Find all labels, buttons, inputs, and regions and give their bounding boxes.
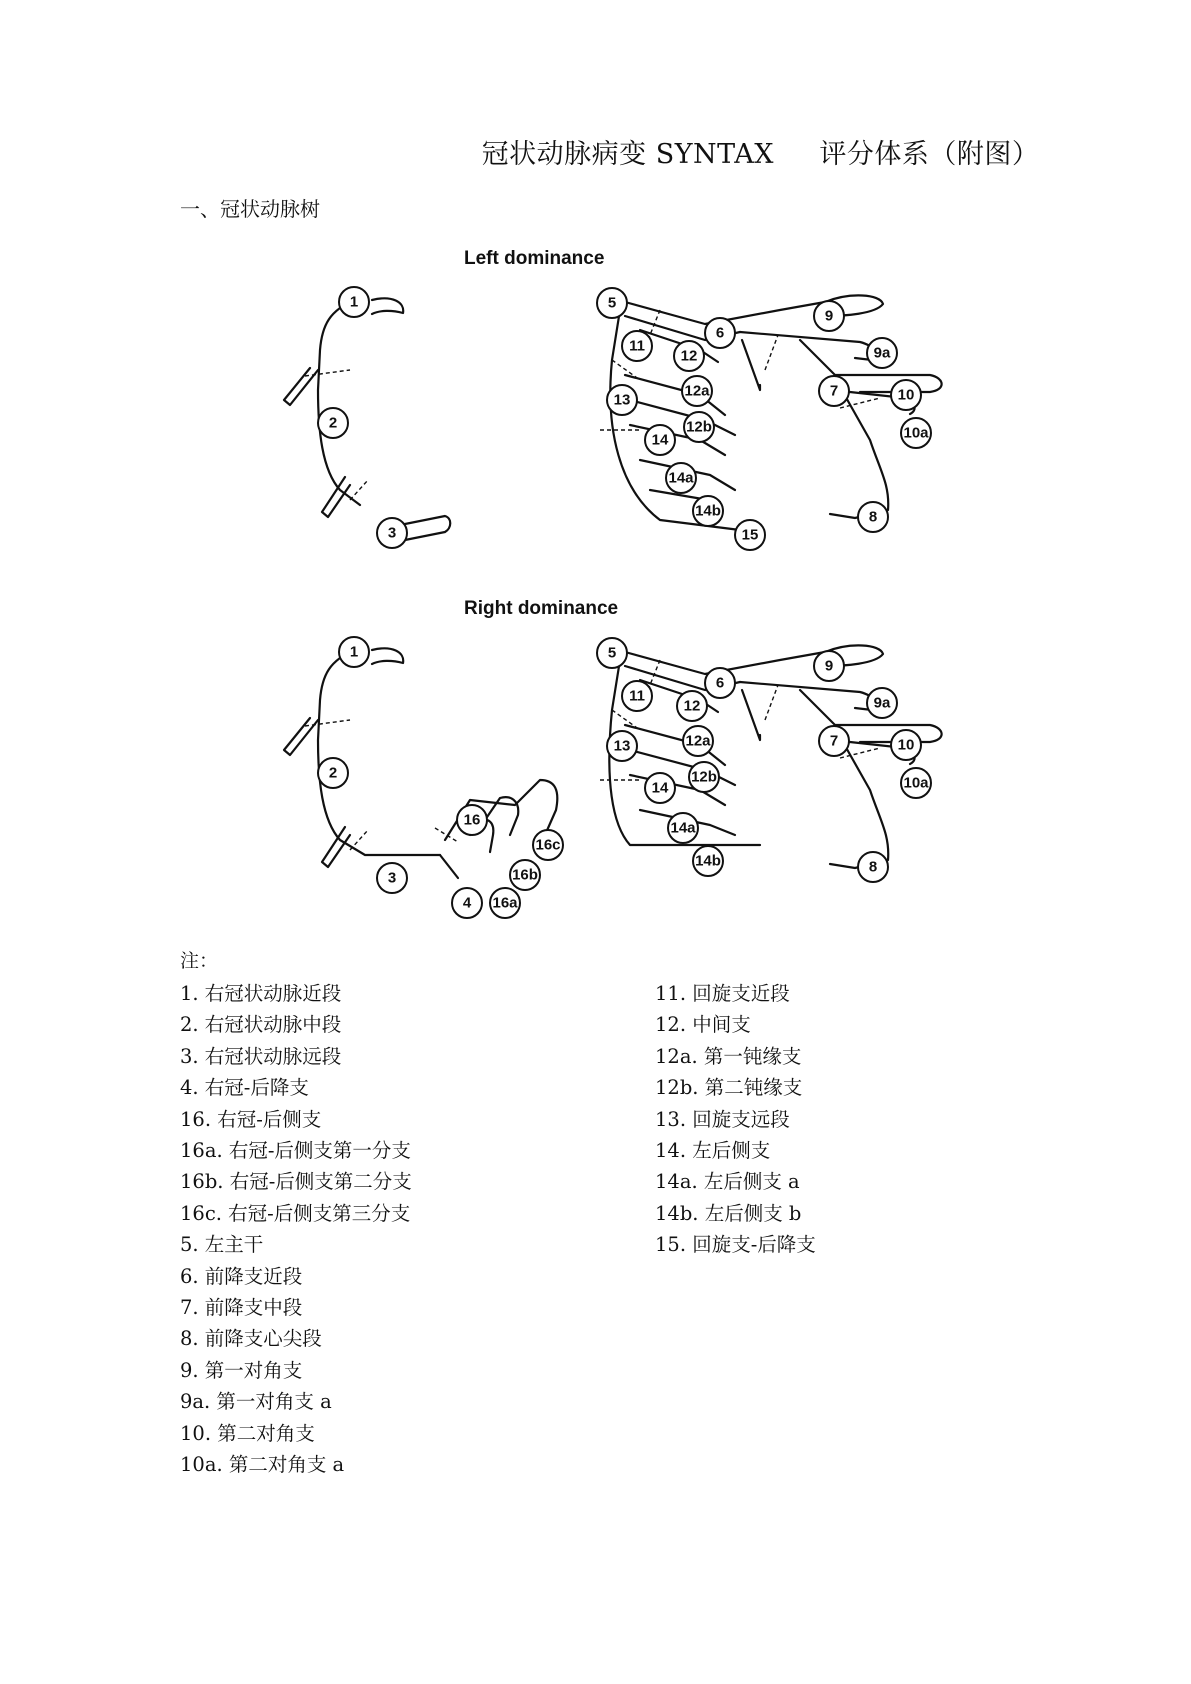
segment-16b-marker xyxy=(510,860,540,890)
note-item: 10. 第二对角支 xyxy=(180,1421,315,1445)
note-item: 9. 第一对角支 xyxy=(180,1358,303,1382)
segment-14b-marker xyxy=(693,846,723,876)
svg-text:10: 10 xyxy=(897,736,915,754)
svg-text:14b: 14b xyxy=(695,852,721,870)
right-dominance-diagram xyxy=(0,630,1191,960)
svg-text:5: 5 xyxy=(607,644,617,662)
note-item: 3. 右冠状动脉远段 xyxy=(180,1044,342,1068)
note-item: 1. 右冠状动脉近段 xyxy=(180,982,342,1005)
segment-5-marker xyxy=(597,638,627,668)
svg-text:14a: 14a xyxy=(670,819,696,837)
segment-4-marker xyxy=(452,888,482,918)
segment-14b-marker xyxy=(693,496,723,526)
note-item: 9a. 第一对角支 a xyxy=(180,1390,332,1414)
note-item: 8. 前降支心尖段 xyxy=(180,1327,322,1351)
note-item: 16. 右冠-后侧支 xyxy=(180,1107,322,1131)
segment-11-marker xyxy=(622,331,652,361)
segment-14-marker xyxy=(645,773,675,803)
svg-text:6: 6 xyxy=(715,674,725,692)
svg-text:14: 14 xyxy=(651,431,669,449)
svg-text:11: 11 xyxy=(629,337,645,355)
segment-1-marker xyxy=(339,287,369,317)
segment-12-marker xyxy=(677,691,707,721)
segment-14a-marker xyxy=(668,813,698,843)
right-dominance-label: Right dominance xyxy=(464,598,619,619)
left-dominance-diagram xyxy=(0,280,1191,610)
segment-9-marker xyxy=(814,301,844,331)
segment-14-marker xyxy=(645,425,675,455)
svg-text:16a: 16a xyxy=(492,894,518,912)
svg-text:12: 12 xyxy=(680,347,698,365)
svg-text:9: 9 xyxy=(824,657,834,675)
svg-text:16: 16 xyxy=(463,811,481,829)
segment-7-marker xyxy=(819,376,849,406)
segment-11-marker xyxy=(622,681,652,711)
note-item: 16b. 右冠-后侧支第二分支 xyxy=(180,1170,412,1194)
segment-13-marker xyxy=(607,385,637,415)
segment-6-marker xyxy=(705,668,735,698)
segment-7-marker xyxy=(819,726,849,756)
notes-heading: 注： xyxy=(180,950,219,972)
segment-16c-marker xyxy=(533,830,563,860)
note-item: 16c. 右冠-后侧支第三分支 xyxy=(180,1201,411,1225)
svg-text:9a: 9a xyxy=(873,344,891,362)
segment-12b-marker xyxy=(689,762,719,792)
note-item: 12. 中间支 xyxy=(655,1013,751,1037)
svg-text:12b: 12b xyxy=(691,768,717,786)
segment-2-marker xyxy=(318,408,348,438)
svg-text:12b: 12b xyxy=(686,418,712,436)
note-item: 6. 前降支近段 xyxy=(180,1264,303,1288)
rca-tree xyxy=(284,298,450,542)
svg-text:6: 6 xyxy=(715,324,725,342)
svg-text:3: 3 xyxy=(387,524,397,542)
note-item: 14b. 左后侧支 b xyxy=(655,1201,802,1225)
svg-text:12: 12 xyxy=(683,697,701,715)
segment-9-marker xyxy=(814,651,844,681)
svg-text:10a: 10a xyxy=(903,424,929,442)
svg-text:1: 1 xyxy=(349,293,359,311)
svg-text:3: 3 xyxy=(387,869,397,887)
notes-right-column xyxy=(655,978,816,1261)
svg-text:10a: 10a xyxy=(903,774,929,792)
section-heading: 一、冠状动脉树 xyxy=(180,197,320,221)
svg-text:10: 10 xyxy=(897,386,915,404)
segment-9a-marker xyxy=(867,338,897,368)
svg-text:13: 13 xyxy=(613,391,631,409)
segment-12a-marker xyxy=(682,376,712,406)
segment-8-marker xyxy=(858,852,888,882)
segment-3-marker xyxy=(377,518,407,548)
segment-5-marker xyxy=(597,288,627,318)
segment-10-marker xyxy=(891,730,921,760)
segment-16a-marker xyxy=(490,888,520,918)
note-item: 11. 回旋支近段 xyxy=(655,982,790,1005)
segment-16-marker xyxy=(457,805,487,835)
segment-2-marker xyxy=(318,758,348,788)
segment-10-marker xyxy=(891,380,921,410)
svg-text:8: 8 xyxy=(868,508,878,526)
segment-10a-marker xyxy=(901,768,931,798)
note-item: 13. 回旋支远段 xyxy=(655,1107,790,1131)
svg-text:1: 1 xyxy=(349,643,359,661)
svg-text:11: 11 xyxy=(629,687,645,705)
left-dominance-label: Left dominance xyxy=(464,248,605,269)
svg-text:8: 8 xyxy=(868,858,878,876)
segment-14a-marker xyxy=(666,463,696,493)
note-item: 12a. 第一钝缘支 xyxy=(655,1044,802,1068)
svg-text:15: 15 xyxy=(741,526,759,544)
note-item: 2. 右冠状动脉中段 xyxy=(180,1013,342,1037)
svg-text:4: 4 xyxy=(462,894,472,912)
note-item: 5. 左主干 xyxy=(180,1233,264,1257)
note-item: 14a. 左后侧支 a xyxy=(655,1170,800,1194)
segment-6-marker xyxy=(705,318,735,348)
segment-1-marker xyxy=(339,637,369,667)
note-item: 10a. 第二对角支 a xyxy=(180,1453,345,1477)
segment-12b-marker xyxy=(684,412,714,442)
svg-text:7: 7 xyxy=(829,732,839,750)
svg-text:16b: 16b xyxy=(512,866,538,884)
segment-9a-marker xyxy=(867,688,897,718)
svg-text:5: 5 xyxy=(607,294,617,312)
note-item: 12b. 第二钝缘支 xyxy=(655,1076,803,1100)
note-item: 15. 回旋支-后降支 xyxy=(655,1233,816,1257)
svg-text:9: 9 xyxy=(824,307,834,325)
svg-text:12a: 12a xyxy=(685,732,711,750)
svg-text:14a: 14a xyxy=(668,469,694,487)
segment-15-marker xyxy=(735,520,765,550)
lca-tree xyxy=(600,645,942,868)
svg-text:13: 13 xyxy=(613,737,631,755)
segment-8-marker xyxy=(858,502,888,532)
svg-text:16c: 16c xyxy=(535,836,561,854)
svg-text:14b: 14b xyxy=(695,502,721,520)
note-item: 14. 左后侧支 xyxy=(655,1139,771,1163)
svg-text:12a: 12a xyxy=(684,382,710,400)
note-item: 7. 前降支中段 xyxy=(180,1296,303,1320)
svg-text:9a: 9a xyxy=(873,694,891,712)
segment-3-marker xyxy=(377,863,407,893)
segment-13-marker xyxy=(607,731,637,761)
segment-12a-marker xyxy=(683,726,713,756)
svg-text:2: 2 xyxy=(328,764,338,782)
document-title: 冠状动脉病变 SYNTAX 评分体系（附图） xyxy=(481,139,1040,170)
svg-text:7: 7 xyxy=(829,382,839,400)
note-item: 16a. 右冠-后侧支第一分支 xyxy=(180,1139,411,1163)
lca-tree xyxy=(600,295,942,530)
segment-10a-marker xyxy=(901,418,931,448)
svg-text:2: 2 xyxy=(328,414,338,432)
svg-text:14: 14 xyxy=(651,779,669,797)
segment-12-marker xyxy=(674,341,704,371)
note-item: 4. 右冠-后降支 xyxy=(180,1076,309,1100)
notes-left-column xyxy=(180,978,412,1481)
